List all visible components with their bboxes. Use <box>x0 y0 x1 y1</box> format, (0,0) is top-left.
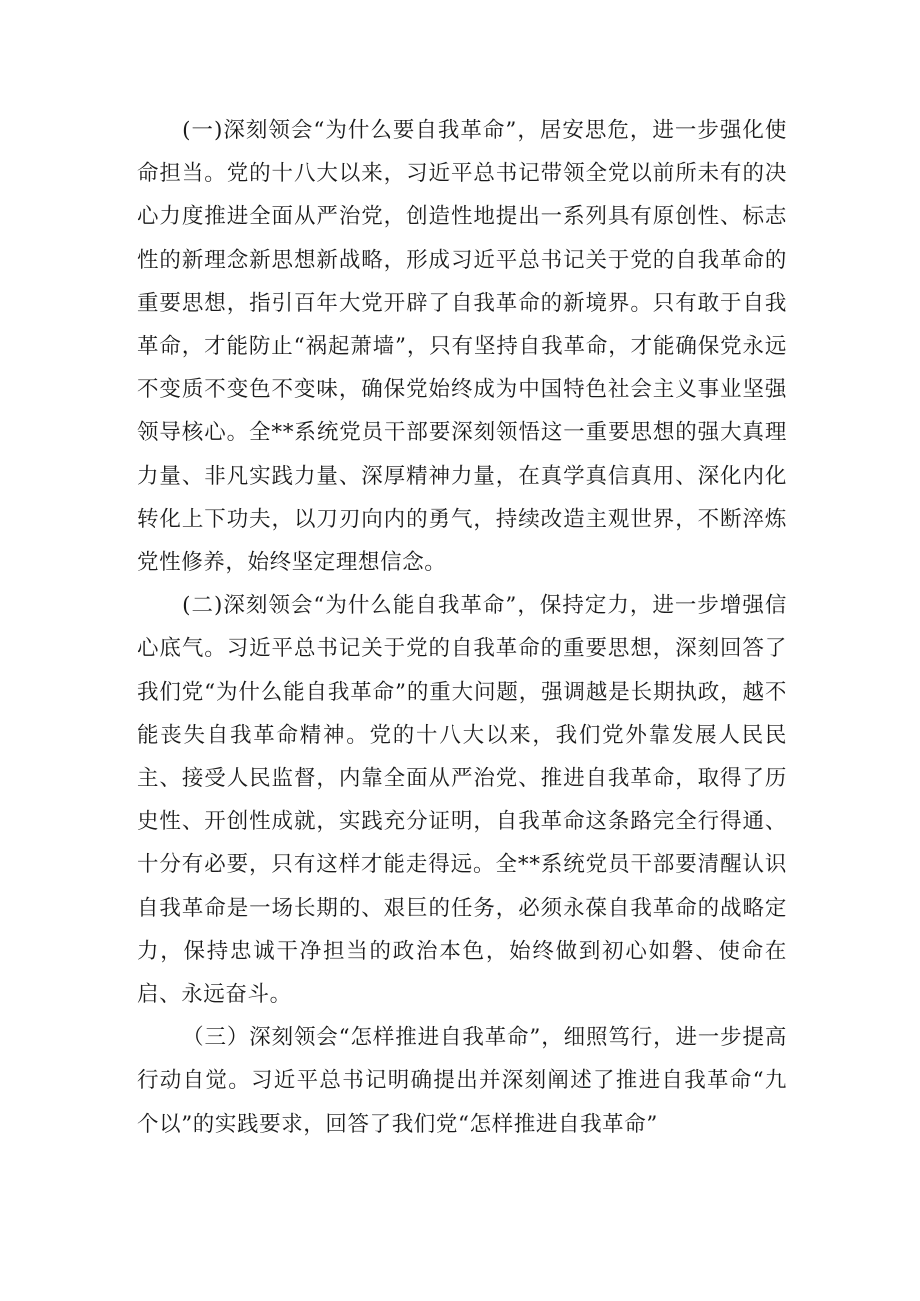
paragraph-2: (二)深刻领会“为什么能自我革命”，保持定力，进一步增强信心底气。习近平总书记关于党的自我革命的重要思想，深刻回答了我们党“为什么能自我革命”的重大问题，强调越是长期执政，越不能丧失自我革命精神。党的十八大以来，我们党外靠发展人民民主、接受人民监督，内靠全面从严治党、推进自我革命，取得了历史性、开创性成就，实践充分证明，自我革命这条路完全行得通、十分有必要，只有这样才能走得远。全**系统党员干部要清醒认识自我革命是一场长期的、艰巨的任务，必须永葆自我革命的战略定力，保持忠诚干净担当的政治本色，始终做到初心如磐、使命在启、永远奋斗。 <box>137 593 787 1008</box>
paragraph-3: （三）深刻领会“怎样推进自我革命”，细照笃行，进一步提高行动自觉。习近平总书记明确提出并深刻阐述了推进自我革命“九个以”的实践要求，回答了我们党“怎样推进自我革命” <box>137 1025 787 1137</box>
document-body <box>137 109 787 1146</box>
paragraph-1: (一)深刻领会“为什么要自我革命”，居安思危，进一步强化使命担当。党的十八大以来，习近平总书记带领全党以前所未有的决心力度推进全面从严治党，创造性地提出一系列具有原创性、标志性的新理念新思想新战略，形成习近平总书记关于党的自我革命的重要思想，指引百年大党开辟了自我革命的新境界。只有敢于自我革命，才能防止“祸起萧墙”，只有坚持自我革命，才能确保党永远不变质不变色不变味，确保党始终成为中国特色社会主义事业坚强领导核心。全**系统党员干部要深刻领悟这一重要思想的强大真理力量、非凡实践力量、深厚精神力量，在真学真信真用、深化内化转化上下功夫，以刀刃向内的勇气，持续改造主观世界，不断淬炼党性修养，始终坚定理想信念。 <box>137 118 787 576</box>
